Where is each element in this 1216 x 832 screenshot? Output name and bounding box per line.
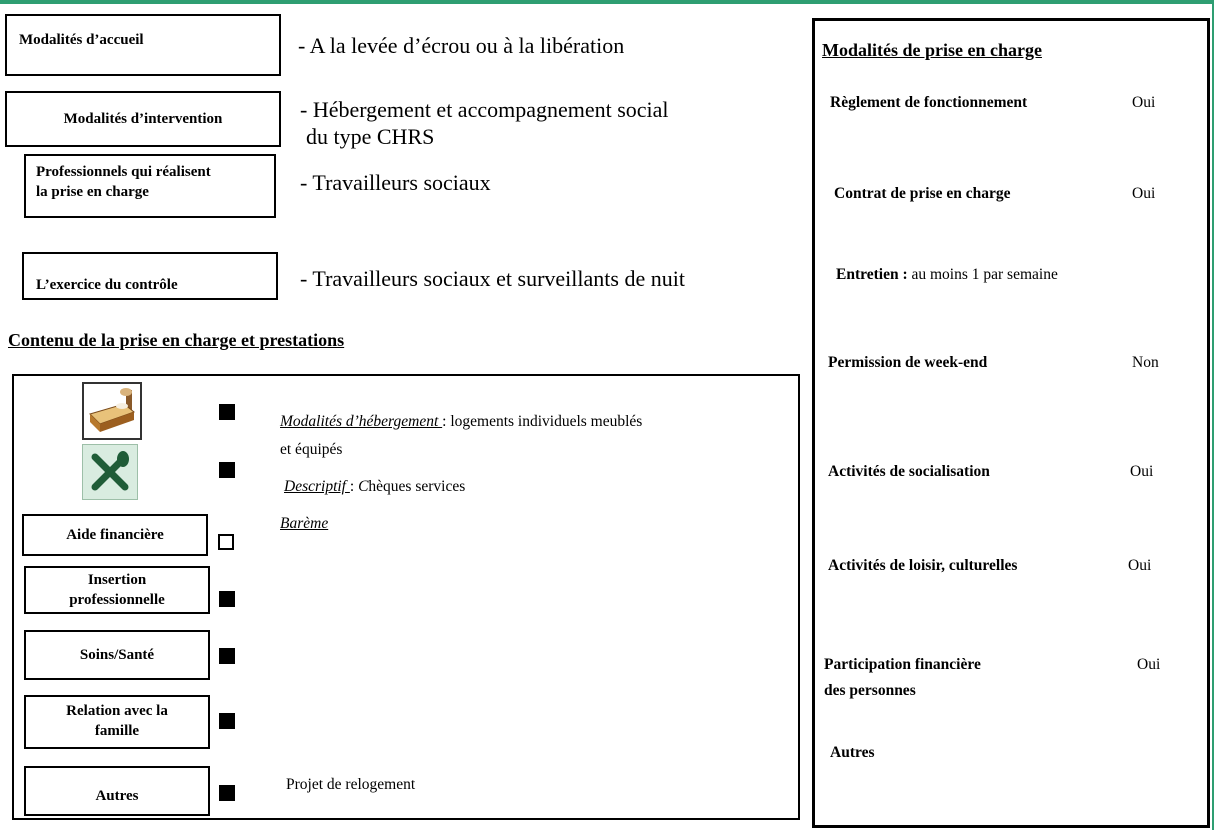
label-autres [24,766,210,816]
contrat-value: Oui [1132,185,1156,202]
label-relation-line2: famille [94,723,140,739]
label-insertion-line2: professionnelle [69,592,165,608]
checkbox-hebergement [219,404,235,420]
checkbox-insertion [219,591,235,607]
contrat-label: Contrat de prise en charge [834,185,1011,202]
restauration-C: C [358,478,369,495]
label-controle-text: L’exercice du contrôle [36,277,178,293]
label-aide-financiere [22,514,208,556]
permission-label: Permission de week-end [828,354,988,371]
label-controle [22,252,278,300]
bareme-field: Barème [280,515,329,532]
label-relation [24,695,210,749]
label-accueil [5,14,281,76]
restauration-rest: hèques services [368,478,466,495]
bed-icon [82,382,142,440]
loisir-value: Oui [1128,557,1152,574]
label-autres-text: Autres [95,788,139,804]
loisir-label: Activités de loisir, culturelles [828,557,1018,574]
value-intervention-line1: - Hébergement et accompagnement social [300,97,669,122]
hebergement-field: Modalités d’hébergement [280,413,443,430]
hebergement-text-line2: et équipés [280,441,343,458]
hebergement-text1: logements individuels meublés [450,413,643,430]
restauration-field: Descriptif [284,478,350,495]
participation-label-line1: Participation financière [824,656,981,673]
reglement-value: Oui [1132,94,1156,111]
participation-value: Oui [1137,656,1161,673]
label-professionnels-line2: la prise en charge [36,184,149,200]
value-accueil: - A la levée d’écrou ou à la libération [298,33,625,58]
checkbox-aide-financiere [218,534,234,550]
checkbox-autres [219,785,235,801]
right-panel [812,18,1210,828]
label-relation-line1: Relation avec la [66,703,168,719]
socialisation-label: Activités de socialisation [828,463,990,480]
autres-text: Projet de relogement [286,776,416,793]
value-controle: - Travailleurs sociaux et surveillants de nuit [300,266,685,291]
checkbox-relation [219,713,235,729]
reglement-label: Règlement de fonctionnement [830,94,1028,111]
checkbox-restauration [219,462,235,478]
value-professionnels: - Travailleurs sociaux [300,170,491,195]
label-intervention-text: Modalités d’intervention [63,111,223,127]
socialisation-value: Oui [1130,463,1154,480]
section-title: Contenu de la prise en charge et prestations [8,330,345,350]
right-panel-title: Modalités de prise en charge [822,40,1042,60]
label-intervention [5,91,281,147]
label-professionnels [24,154,276,218]
hebergement-text-line1 [280,411,642,432]
checkbox-soins [219,648,235,664]
participation-label-line2: des personnes [824,682,916,699]
autres-right-label: Autres [830,744,875,761]
label-accueil-text: Modalités d’accueil [19,32,144,48]
value-intervention-line2: du type CHRS [306,124,435,149]
label-professionnels-line1: Professionnels qui réalisent [36,164,211,180]
entretien-row [836,264,1058,285]
permission-value: Non [1132,354,1159,371]
restauration-text [284,476,465,497]
entretien-label: Entretien : [836,266,908,283]
fork-knife-icon [82,444,138,500]
label-insertion [24,566,210,614]
label-soins [24,630,210,680]
entretien-value: au moins 1 par semaine [907,266,1058,283]
label-aide-financiere-text: Aide financière [66,527,164,543]
label-insertion-line1: Insertion [87,572,147,588]
hebergement-sep: : [442,413,451,430]
label-soins-text: Soins/Santé [79,647,155,663]
restauration-sep: : [349,478,359,495]
